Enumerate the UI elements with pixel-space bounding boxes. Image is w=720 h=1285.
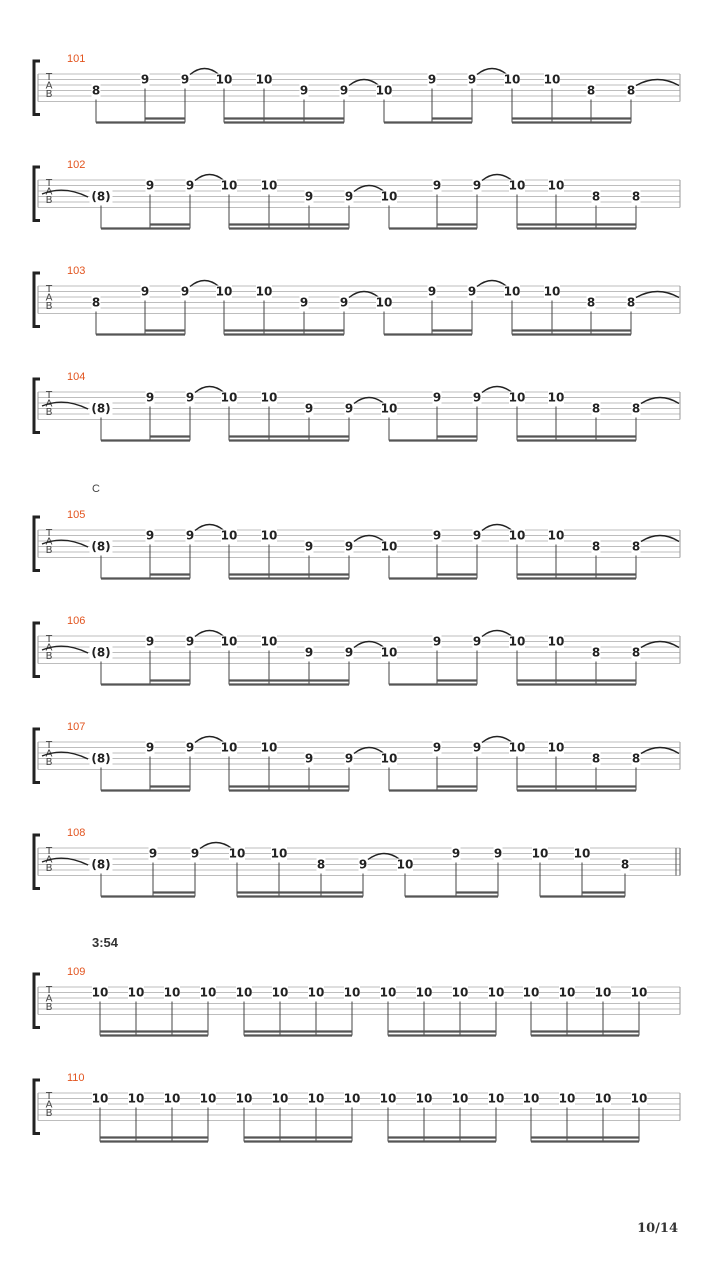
fret-number: 8 bbox=[620, 857, 630, 872]
fret-number: 9 bbox=[185, 178, 195, 193]
fret-number: 10 bbox=[380, 539, 398, 554]
tab-clef-letter: A bbox=[45, 642, 53, 654]
fret-number: 9 bbox=[472, 528, 482, 543]
tab-clef-letter: B bbox=[45, 301, 53, 312]
tab-clef-letter: B bbox=[45, 651, 53, 662]
fret-number: 10 bbox=[451, 1091, 469, 1106]
fret-number: 9 bbox=[185, 634, 195, 649]
fret-number: 8 bbox=[631, 645, 641, 660]
fret-number: 9 bbox=[493, 846, 503, 861]
fret-number: 8 bbox=[591, 645, 601, 660]
fret-number: 9 bbox=[140, 284, 150, 299]
fret-number: 9 bbox=[304, 645, 314, 660]
measure-number: 106 bbox=[67, 615, 86, 627]
fret-number: 10 bbox=[255, 72, 273, 87]
fret-number: 10 bbox=[199, 1091, 217, 1106]
fret-number: 10 bbox=[260, 634, 278, 649]
tab-clef-letter: T bbox=[45, 740, 53, 751]
fret-number: 9 bbox=[467, 284, 477, 299]
fret-number: 10 bbox=[271, 1091, 289, 1106]
fret-number: 9 bbox=[344, 751, 354, 766]
fret-number: 10 bbox=[375, 295, 393, 310]
fret-number: 9 bbox=[344, 645, 354, 660]
measure-number: 102 bbox=[67, 159, 86, 171]
fret-number: 9 bbox=[185, 528, 195, 543]
fret-number: 8 bbox=[591, 401, 601, 416]
fret-number: 9 bbox=[145, 390, 155, 405]
tab-clef-letter: T bbox=[45, 846, 53, 857]
fret-number: 10 bbox=[630, 1091, 648, 1106]
fret-number: 10 bbox=[127, 1091, 145, 1106]
fret-number: 9 bbox=[145, 528, 155, 543]
fret-number: 10 bbox=[380, 401, 398, 416]
fret-number: 10 bbox=[220, 634, 238, 649]
fret-number: 10 bbox=[558, 1091, 576, 1106]
fret-number: 9 bbox=[180, 72, 190, 87]
system-bracket bbox=[34, 61, 40, 115]
fret-number: 10 bbox=[558, 985, 576, 1000]
fret-number: 9 bbox=[145, 740, 155, 755]
fret-number: 9 bbox=[304, 189, 314, 204]
fret-number: 10 bbox=[508, 178, 526, 193]
tab-clef-letter: B bbox=[45, 545, 53, 556]
fret-number: 10 bbox=[547, 390, 565, 405]
fret-number: 10 bbox=[307, 1091, 325, 1106]
tab-clef-letter: B bbox=[45, 863, 53, 874]
fret-number: 9 bbox=[472, 634, 482, 649]
fret-number: 9 bbox=[344, 401, 354, 416]
fret-number: 9 bbox=[358, 857, 368, 872]
fret-number: 10 bbox=[220, 528, 238, 543]
fret-number: (8) bbox=[91, 645, 111, 660]
measure-number: 101 bbox=[67, 53, 86, 65]
tab-clef-letter: T bbox=[45, 634, 53, 645]
fret-number: 8 bbox=[91, 83, 101, 98]
fret-number: 10 bbox=[594, 985, 612, 1000]
system-bracket bbox=[34, 273, 40, 327]
tab-clef-letter: A bbox=[45, 80, 53, 92]
tab-clef-letter: B bbox=[45, 757, 53, 768]
fret-number: 10 bbox=[260, 740, 278, 755]
measure-number: 103 bbox=[67, 265, 86, 277]
system-bracket bbox=[34, 379, 40, 433]
fret-number: 9 bbox=[299, 295, 309, 310]
fret-number: 10 bbox=[260, 528, 278, 543]
fret-number: 10 bbox=[630, 985, 648, 1000]
fret-number: 9 bbox=[185, 740, 195, 755]
tab-clef-letter: T bbox=[45, 284, 53, 295]
tab-clef-letter: T bbox=[45, 178, 53, 189]
fret-number: (8) bbox=[91, 539, 111, 554]
fret-number: 9 bbox=[472, 390, 482, 405]
fret-number: 10 bbox=[220, 740, 238, 755]
fret-number: 9 bbox=[299, 83, 309, 98]
measure-number: 108 bbox=[67, 827, 86, 839]
fret-number: 10 bbox=[522, 1091, 540, 1106]
tab-clef-letter: T bbox=[45, 390, 53, 401]
fret-number: 10 bbox=[255, 284, 273, 299]
fret-number: 10 bbox=[503, 284, 521, 299]
fret-number: 9 bbox=[140, 72, 150, 87]
system-bracket bbox=[34, 729, 40, 783]
fret-number: 8 bbox=[591, 189, 601, 204]
fret-number: 10 bbox=[380, 645, 398, 660]
fret-number: 10 bbox=[547, 740, 565, 755]
fret-number: 10 bbox=[380, 189, 398, 204]
fret-number: 9 bbox=[432, 178, 442, 193]
fret-number: 10 bbox=[508, 528, 526, 543]
fret-number: 9 bbox=[344, 539, 354, 554]
fret-number: 10 bbox=[271, 985, 289, 1000]
fret-number: 10 bbox=[379, 1091, 397, 1106]
tab-clef-letter: A bbox=[45, 398, 53, 410]
fret-number: 10 bbox=[522, 985, 540, 1000]
fret-number: 10 bbox=[91, 1091, 109, 1106]
fret-number: 10 bbox=[375, 83, 393, 98]
fret-number: 8 bbox=[631, 751, 641, 766]
fret-number: 10 bbox=[220, 390, 238, 405]
fret-number: 10 bbox=[235, 985, 253, 1000]
fret-number: 9 bbox=[145, 634, 155, 649]
fret-number: 8 bbox=[591, 539, 601, 554]
fret-number: 8 bbox=[631, 189, 641, 204]
fret-number: 9 bbox=[472, 178, 482, 193]
fret-number: (8) bbox=[91, 857, 111, 872]
fret-number: 10 bbox=[215, 284, 233, 299]
fret-number: 9 bbox=[451, 846, 461, 861]
tab-clef-letter: A bbox=[45, 854, 53, 866]
fret-number: 9 bbox=[185, 390, 195, 405]
fret-number: 9 bbox=[304, 539, 314, 554]
fret-number: 10 bbox=[531, 846, 549, 861]
fret-number: 9 bbox=[339, 295, 349, 310]
fret-number: 9 bbox=[432, 634, 442, 649]
tab-clef-letter: T bbox=[45, 528, 53, 539]
fret-number: (8) bbox=[91, 401, 111, 416]
fret-number: 10 bbox=[594, 1091, 612, 1106]
fret-number: 8 bbox=[626, 295, 636, 310]
fret-number: 10 bbox=[380, 751, 398, 766]
fret-number: 10 bbox=[415, 985, 433, 1000]
fret-number: 10 bbox=[379, 985, 397, 1000]
fret-number: 10 bbox=[235, 1091, 253, 1106]
system-bracket bbox=[34, 517, 40, 571]
fret-number: 10 bbox=[487, 1091, 505, 1106]
fret-number: 10 bbox=[270, 846, 288, 861]
fret-number: 10 bbox=[487, 985, 505, 1000]
fret-number: 10 bbox=[228, 846, 246, 861]
fret-number: 9 bbox=[432, 528, 442, 543]
tab-clef-letter: A bbox=[45, 292, 53, 304]
fret-number: 9 bbox=[148, 846, 158, 861]
fret-number: 10 bbox=[199, 985, 217, 1000]
fret-number: 10 bbox=[547, 634, 565, 649]
fret-number: 10 bbox=[547, 178, 565, 193]
fret-number: 9 bbox=[432, 740, 442, 755]
tab-clef-letter: T bbox=[45, 985, 53, 996]
fret-number: 8 bbox=[591, 751, 601, 766]
fret-number: 9 bbox=[180, 284, 190, 299]
tab-clef-letter: B bbox=[45, 1002, 53, 1013]
fret-number: 8 bbox=[586, 295, 596, 310]
fret-number: 10 bbox=[343, 1091, 361, 1106]
tab-clef-letter: A bbox=[45, 536, 53, 548]
fret-number: 10 bbox=[91, 985, 109, 1000]
measure-number: 107 bbox=[67, 721, 86, 733]
fret-number: 10 bbox=[215, 72, 233, 87]
tab-clef-letter: A bbox=[45, 186, 53, 198]
measure-number: 104 bbox=[67, 371, 86, 383]
fret-number: 10 bbox=[543, 284, 561, 299]
fret-number: 9 bbox=[427, 284, 437, 299]
fret-number: 10 bbox=[508, 390, 526, 405]
tab-clef-letter: A bbox=[45, 993, 53, 1005]
tab-clef-letter: A bbox=[45, 748, 53, 760]
fret-number: 10 bbox=[307, 985, 325, 1000]
fret-number: 9 bbox=[145, 178, 155, 193]
fret-number: 10 bbox=[260, 390, 278, 405]
fret-number: 8 bbox=[91, 295, 101, 310]
fret-number: 10 bbox=[547, 528, 565, 543]
fret-number: 9 bbox=[344, 189, 354, 204]
tab-clef-letter: B bbox=[45, 195, 53, 206]
fret-number: 9 bbox=[304, 751, 314, 766]
fret-number: 10 bbox=[396, 857, 414, 872]
fret-number: 9 bbox=[304, 401, 314, 416]
fret-number: (8) bbox=[91, 751, 111, 766]
tab-clef-letter: T bbox=[45, 72, 53, 83]
system-bracket bbox=[34, 1080, 40, 1134]
time-marker: 3:54 bbox=[92, 935, 119, 950]
fret-number: 10 bbox=[163, 985, 181, 1000]
fret-number: 9 bbox=[339, 83, 349, 98]
fret-number: (8) bbox=[91, 189, 111, 204]
page-number: 10/14 bbox=[637, 1221, 678, 1236]
tab-clef-letter: B bbox=[45, 407, 53, 418]
system-bracket bbox=[34, 623, 40, 677]
fret-number: 9 bbox=[190, 846, 200, 861]
fret-number: 10 bbox=[343, 985, 361, 1000]
fret-number: 10 bbox=[508, 634, 526, 649]
tab-clef-letter: B bbox=[45, 89, 53, 100]
fret-number: 10 bbox=[508, 740, 526, 755]
fret-number: 8 bbox=[631, 401, 641, 416]
fret-number: 9 bbox=[432, 390, 442, 405]
fret-number: 8 bbox=[631, 539, 641, 554]
fret-number: 10 bbox=[260, 178, 278, 193]
fret-number: 10 bbox=[220, 178, 238, 193]
fret-number: 8 bbox=[316, 857, 326, 872]
fret-number: 10 bbox=[163, 1091, 181, 1106]
measure-number: 105 bbox=[67, 509, 86, 521]
fret-number: 10 bbox=[127, 985, 145, 1000]
fret-number: 10 bbox=[573, 846, 591, 861]
system-bracket bbox=[34, 167, 40, 221]
fret-number: 10 bbox=[415, 1091, 433, 1106]
measure-number: 109 bbox=[67, 966, 86, 978]
fret-number: 10 bbox=[451, 985, 469, 1000]
system-bracket bbox=[34, 835, 40, 889]
fret-number: 10 bbox=[543, 72, 561, 87]
tab-clef-letter: A bbox=[45, 1099, 53, 1111]
fret-number: 10 bbox=[503, 72, 521, 87]
measure-number: 110 bbox=[67, 1072, 85, 1084]
fret-number: 9 bbox=[467, 72, 477, 87]
fret-number: 8 bbox=[586, 83, 596, 98]
system-bracket bbox=[34, 974, 40, 1028]
tab-clef-letter: T bbox=[45, 1091, 53, 1102]
tab-clef-letter: B bbox=[45, 1108, 53, 1119]
fret-number: 8 bbox=[626, 83, 636, 98]
section-marker: C bbox=[92, 483, 100, 495]
fret-number: 9 bbox=[427, 72, 437, 87]
fret-number: 9 bbox=[472, 740, 482, 755]
